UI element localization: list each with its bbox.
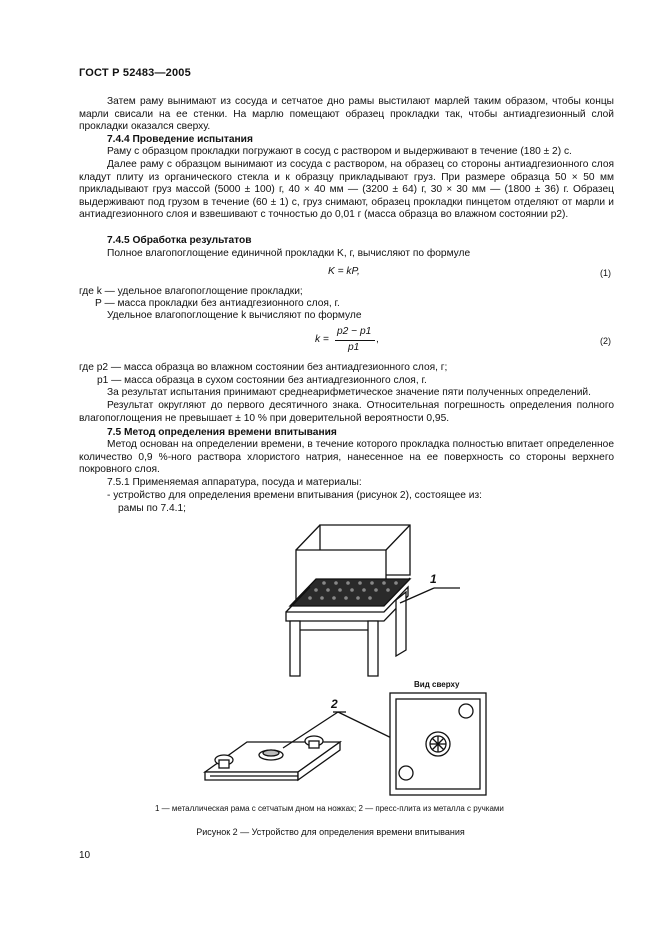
- section-heading-7-4-5: 7.4.5 Обработка результатов: [107, 235, 252, 246]
- figure-caption: 1 — металлическая рама с сетчатым дном на ножках; 2 — пресс-плита из металла с ручками: [155, 804, 504, 813]
- document-header: ГОСТ Р 52483—2005: [79, 67, 191, 79]
- figure-title: Рисунок 2 — Устройство для определения времени впитывания: [196, 827, 465, 837]
- paragraph-immersion: Раму с образцом прокладки погружают в сосуд с раствором и выдерживают в течение (180 ± 2) с.: [107, 146, 572, 157]
- page-number: 10: [79, 850, 91, 861]
- formula-2-denominator: p1: [348, 342, 360, 353]
- paragraph-load-procedure: Далее раму с образцом вынимают из сосуда с раствором, на образец со стороны антиадгезионного слоя кладут плиту из органического стекла и к образцу прикладывают груз. При размере образца 50 × 50 мм прикладывают груз массой (5000 ± 100) г, 40 × 40 мм — (3200 ± 64) г, 30 × 30 мм — (1800 ± 36) г. Образец выдерживают под грузом в течение (60 ± 1) с, груз снимают, образец прокладки пинцетом отделяют от марли и антиадгезионного слоя и взвешивают с точностью до 0,01 г (масса образца во влажном состоянии p2).: [79, 159, 614, 221]
- formula-2-comma: ,: [376, 334, 379, 345]
- paragraph-full-absorption: Полное влагопоглощение единичной прокладки K, г, вычисляют по формуле: [107, 248, 471, 259]
- frame-apparatus: [286, 525, 410, 676]
- formula-2-lhs: k =: [315, 334, 329, 345]
- paragraph-rounding: Результат округляют до первого десятичного знака. Относительная погрешность определения полного влагопоглощения не превышает ± 10 % при доверительной вероятности 0,95.: [79, 400, 614, 424]
- paragraph-result-average: За результат испытания принимают среднеарифметическое значение пяти полученных определений.: [107, 387, 591, 398]
- list-item-frame: рамы по 7.4.1;: [118, 503, 186, 514]
- paragraph-7-5-1: 7.5.1 Применяемая аппаратура, посуда и материалы:: [107, 477, 362, 488]
- paragraph-method-basis: Метод основан на определении времени, в течение которого прокладка полностью впитает определенное количество 0,9 %-ного раствора хлористого натрия, нанесенное на ее поверхность со стороны верхнего покровного слоя.: [79, 439, 614, 476]
- formula-1-number: (1): [600, 268, 611, 278]
- where-p1: p1 — масса образца в сухом состоянии без антиадгезионного слоя, г.: [97, 375, 427, 386]
- formula-2-numerator: p2 − p1: [337, 326, 372, 337]
- figure-label-2: 2: [331, 697, 338, 711]
- press-plate: [205, 736, 340, 780]
- section-heading-7-4-4: 7.4.4 Проведение испытания: [107, 134, 253, 145]
- figure-label-1: 1: [430, 572, 437, 586]
- where-p: P — масса прокладки без антиадгезионного слоя, г.: [95, 298, 340, 309]
- top-view: [390, 693, 486, 795]
- formula-2-number: (2): [600, 336, 611, 346]
- formula-1: K = kP,: [328, 266, 360, 277]
- section-heading-7-5: 7.5 Метод определения времени впитывания: [107, 427, 337, 438]
- where-p2: где p2 — масса образца во влажном состоянии без антиадгезионного слоя, г;: [79, 362, 448, 373]
- paragraph-frame-lining: Затем раму вынимают из сосуда и сетчатое дно рамы выстилают марлей таким образом, чтобы концы марли свисали на ее стенки. На марлю помещают образец прокладки так, чтобы антиадгезионный слой прокладки оказался сверху.: [79, 96, 614, 133]
- where-k: где k — удельное влагопоглощение прокладки;: [79, 286, 303, 297]
- paragraph-specific-absorption: Удельное влагопоглощение k вычисляют по формуле: [107, 310, 362, 321]
- list-item-device: - устройство для определения времени впитывания (рисунок 2), состоящее из:: [107, 490, 482, 501]
- top-view-label: Вид сверху: [414, 680, 460, 689]
